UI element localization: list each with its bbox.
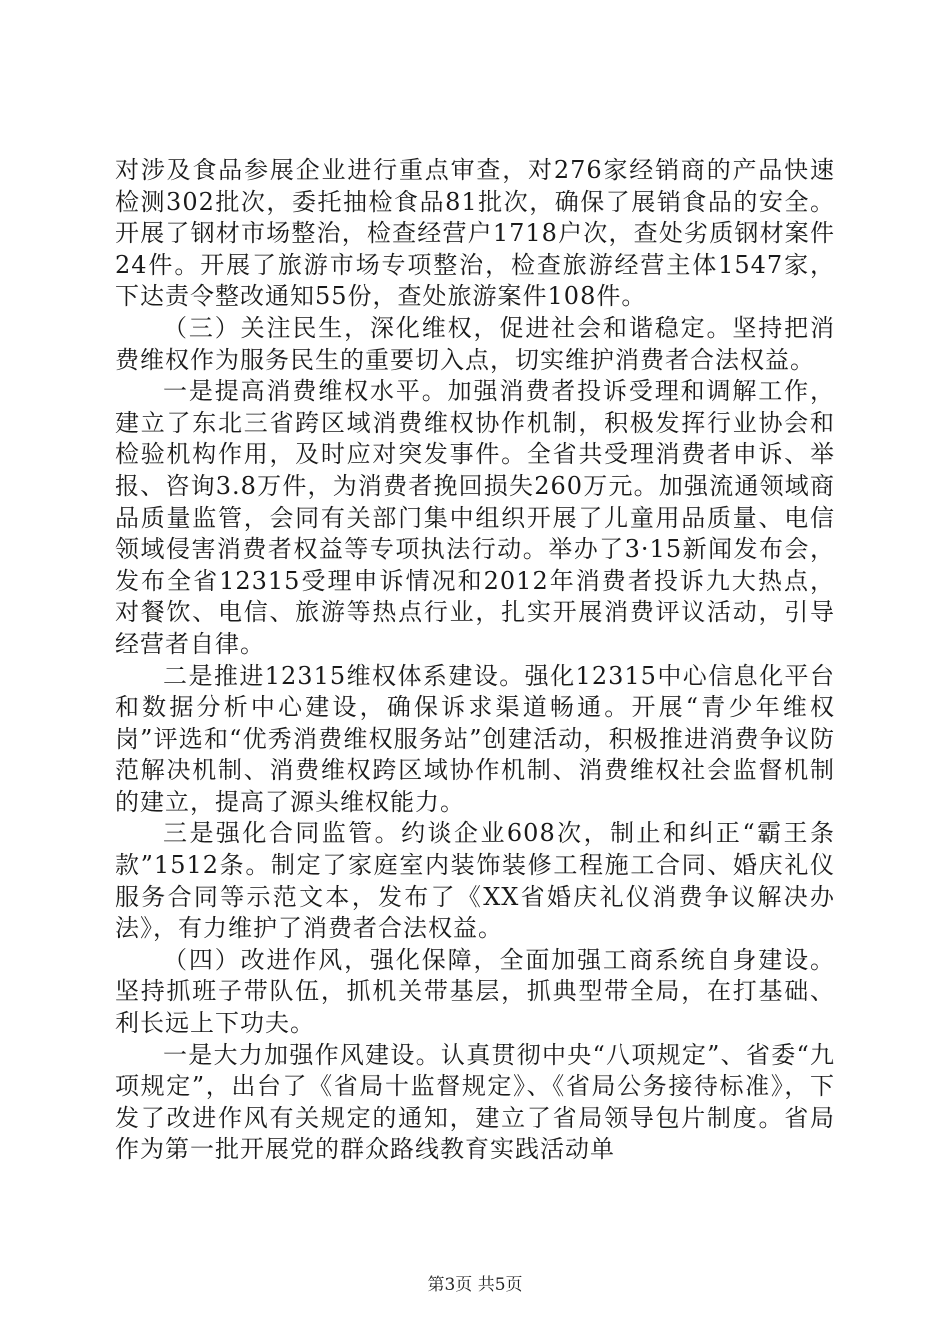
paragraph-continuation: 对涉及食品参展企业进行重点审查，对276家经销商的产品快速检测302批次，委托抽检食品81批次，确保了展销食品的安全。开展了钢材市场整治，检查经营户1718户次，查处劣质钢材案件24件。开展了旅游市场专项整治，检查旅游经营主体1547家，下达责令整改通知55份，查处旅游案件108件。 xyxy=(115,156,835,311)
paragraph-section-three-heading: （三）关注民生，深化维权，促进社会和谐稳定。坚持把消费维权作为服务民生的重要切入点，切实维护消费者合法权益。 xyxy=(115,313,835,374)
paragraph-work-style: 一是大力加强作风建设。认真贯彻中央“八项规定”、省委“九项规定”，出台了《省局十监督规定》、《省局公务接待标准》，下发了改进作风有关规定的通知，建立了省局领导包片制度。省局作为第一批开展党的群众路线教育实践活动单 xyxy=(115,1040,835,1164)
paragraph-12315-system: 二是推进12315维权体系建设。强化12315中心信息化平台和数据分析中心建设，确保诉求渠道畅通。开展“青少年维权岗”评选和“优秀消费维权服务站”创建活动，积极推进消费争议防范解决机制、消费维权跨区域协作机制、消费维权社会监督机制的建立，提高了源头维权能力。 xyxy=(115,661,835,816)
document-body xyxy=(115,155,835,1166)
paragraph-section-four-heading: （四）改进作风，强化保障，全面加强工商系统自身建设。坚持抓班子带队伍，抓机关带基层，抓典型带全局，在打基础、利长远上下功夫。 xyxy=(115,945,835,1038)
page-footer xyxy=(0,1270,950,1295)
paragraph-consumer-rights-level: 一是提高消费维权水平。加强消费者投诉受理和调解工作，建立了东北三省跨区域消费维权协作机制，积极发挥行业协会和检验机构作用，及时应对突发事件。全省共受理消费者申诉、举报、咨询3.8万件，为消费者挽回损失260万元。加强流通领域商品质量监管，会同有关部门集中组织开展了儿童用品质量、电信领域侵害消费者权益等专项执法行动。举办了3·15新闻发布会，发布全省12315受理申诉情况和2012年消费者投诉九大热点，对餐饮、电信、旅游等热点行业，扎实开展消费评议活动，引导经营者自律。 xyxy=(115,377,835,658)
paragraph-contract-supervision: 三是强化合同监管。约谈企业608次，制止和纠正“霸王条款”1512条。制定了家庭室内装饰装修工程施工合同、婚庆礼仪服务合同等示范文本，发布了《XX省婚庆礼仪消费争议解决办法》，有力维护了消费者合法权益。 xyxy=(115,819,835,943)
page-number-label: 第3页 共5页 xyxy=(427,1275,523,1295)
